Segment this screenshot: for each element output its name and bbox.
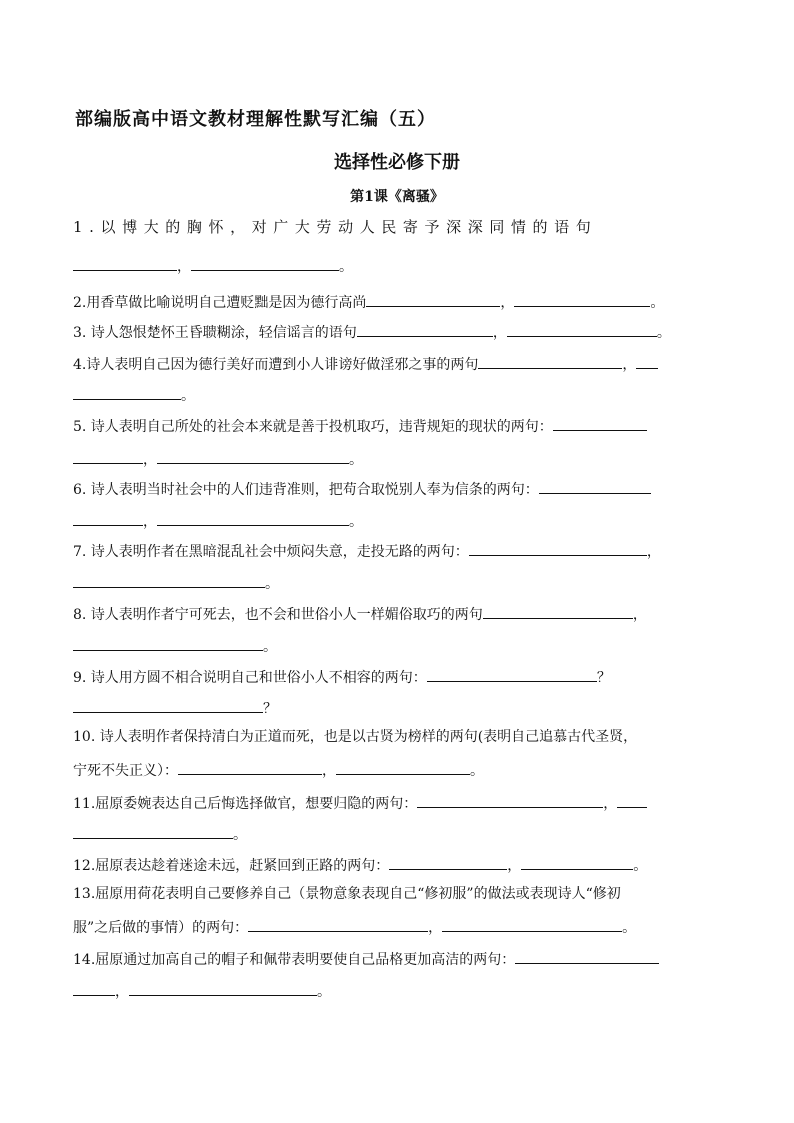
question-3: 3. 诗人怨恨楚怀王昏聩糊涂，轻信谣言的语句 ， 。 xyxy=(73,321,671,342)
question-10: 10. 诗人表明作者保持清白为正道而死，也是以古贤为榜样的两句(表明自己追慕古代圣贤， xyxy=(73,729,638,745)
question-5-continued: ， 。 xyxy=(73,448,363,469)
page-title: 部编版高中语文教材理解性默写汇编（五） xyxy=(75,109,436,130)
question-7-continued: 。 xyxy=(73,572,279,593)
question-13-continued: 服”之后做的事情）的两句： ， 。 xyxy=(73,916,636,937)
answer-blank[interactable] xyxy=(73,384,181,400)
question-14-continued: ， 。 xyxy=(73,980,331,1001)
answer-blank[interactable] xyxy=(73,448,143,464)
question-7: 7. 诗人表明作者在黑暗混乱社会中烦闷失意，走投无路的两句： ， xyxy=(73,540,661,561)
answer-blank[interactable] xyxy=(73,823,233,839)
answer-blank[interactable] xyxy=(521,854,633,870)
question-8-continued: 。 xyxy=(73,635,277,656)
answer-blank[interactable] xyxy=(478,353,622,369)
answer-blank[interactable] xyxy=(73,980,115,996)
answer-blank[interactable] xyxy=(248,916,428,932)
page-subtitle: 选择性必修下册 xyxy=(334,152,460,173)
question-13: 13.屈原用荷花表明自己要修养自己（景物意象表现自己“修初服”的做法或表现诗人“修初 xyxy=(73,886,621,902)
answer-blank[interactable] xyxy=(389,854,507,870)
answer-blank[interactable] xyxy=(357,321,493,337)
answer-blank[interactable] xyxy=(553,415,647,431)
answer-blank[interactable] xyxy=(73,572,265,588)
answer-blank[interactable] xyxy=(73,697,263,713)
question-2: 2.用香草做比喻说明自己遭贬黜是因为德行高尚 ， 。 xyxy=(73,291,664,312)
answer-blank[interactable] xyxy=(191,255,339,271)
question-1-prompt: 1.以博大的胸怀，对广大劳动人民寄予深深同情的语句 xyxy=(73,218,598,236)
answer-blank[interactable] xyxy=(636,353,658,369)
question-11: 11.屈原委婉表达自己后悔选择做官，想要归隐的两句： ， xyxy=(73,792,647,813)
question-4: 4.诗人表明自己因为德行美好而遭到小人诽谤好做淫邪之事的两句 ， xyxy=(73,353,658,374)
question-1-answer: ， 。 xyxy=(73,255,353,276)
answer-blank[interactable] xyxy=(73,635,263,651)
question-6-continued: ， 。 xyxy=(73,510,363,531)
answer-blank[interactable] xyxy=(73,255,177,271)
answer-blank[interactable] xyxy=(469,540,647,556)
answer-blank[interactable] xyxy=(515,948,659,964)
question-10-continued: 宁死不失正义）： ， 。 xyxy=(73,759,484,780)
answer-blank[interactable] xyxy=(417,792,603,808)
answer-blank[interactable] xyxy=(427,666,597,682)
question-9: 9. 诗人用方圆不相合说明自己和世俗小人不相容的两句： ？ xyxy=(73,666,611,687)
answer-blank[interactable] xyxy=(539,478,651,494)
answer-blank[interactable] xyxy=(617,792,647,808)
question-8: 8. 诗人表明作者宁可死去，也不会和世俗小人一样媚俗取巧的两句 ， xyxy=(73,603,647,624)
question-6: 6. 诗人表明当时社会中的人们违背准则，把苟合取悦别人奉为信条的两句： xyxy=(73,478,651,499)
answer-blank[interactable] xyxy=(73,510,143,526)
answer-blank[interactable] xyxy=(129,980,317,996)
answer-blank[interactable] xyxy=(157,448,349,464)
answer-blank[interactable] xyxy=(514,291,650,307)
answer-blank[interactable] xyxy=(157,510,349,526)
question-5: 5. 诗人表明自己所处的社会本来就是善于投机取巧，违背规矩的现状的两句： xyxy=(73,415,647,436)
lesson-heading: 第1课《离骚》 xyxy=(350,189,444,205)
answer-blank[interactable] xyxy=(483,603,633,619)
question-12: 12.屈原表达趁着迷途未远，赶紧回到正路的两句： ， 。 xyxy=(73,854,647,875)
answer-blank[interactable] xyxy=(442,916,622,932)
question-11-continued: 。 xyxy=(73,823,247,844)
question-14: 14.屈原通过加高自己的帽子和佩带表明要使自己品格更加高洁的两句： xyxy=(73,948,659,969)
answer-blank[interactable] xyxy=(507,321,657,337)
answer-blank[interactable] xyxy=(336,759,470,775)
answer-blank[interactable] xyxy=(178,759,322,775)
question-4-continued: 。 xyxy=(73,384,195,405)
answer-blank[interactable] xyxy=(366,291,500,307)
question-9-continued: ？ xyxy=(73,697,277,718)
